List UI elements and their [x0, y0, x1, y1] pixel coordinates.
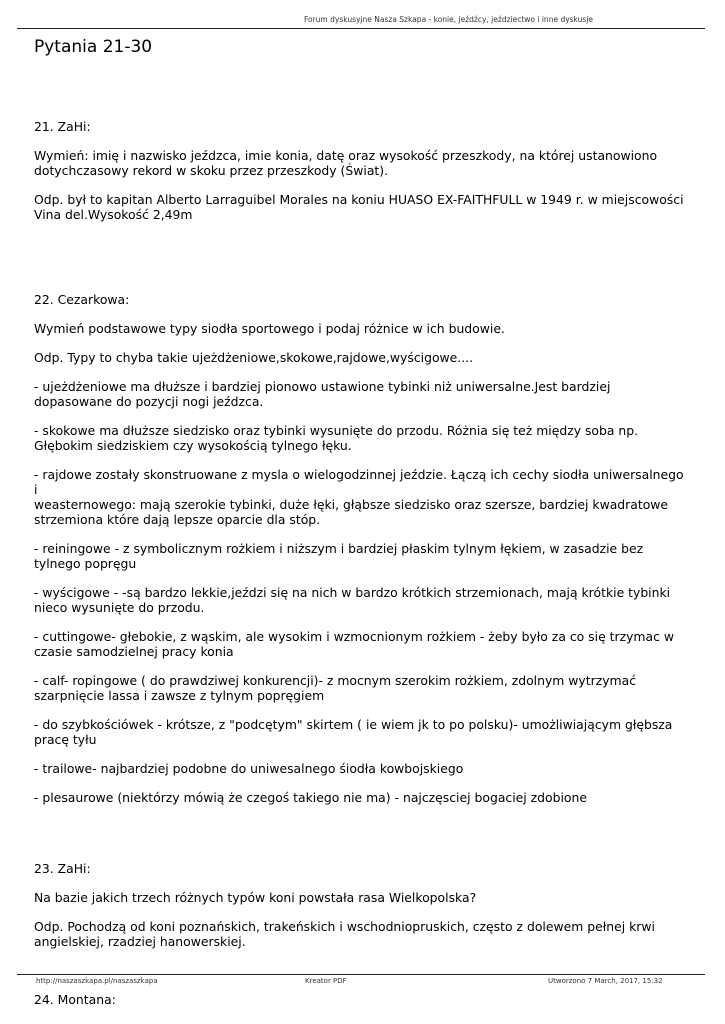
page-title: Pytania 21-30	[34, 37, 153, 57]
footer-created: Utworzono 7 March, 2017, 15:32	[548, 977, 663, 985]
q23-author: 23. ZaHi:	[34, 861, 91, 876]
q24-author: 24. Montana:	[34, 992, 116, 1007]
q22-answer: Odp. Typy to chyba takie ujeżdżeniowe,skokowe,rajdowe,wyścigowe....	[34, 350, 474, 365]
list-item: - plesaurowe (niektórzy mówią że czegoś takiego nie ma) - najczęsciej bogaciej zdobione	[34, 790, 587, 805]
q21-answer: Odp. był to kapitan Alberto Larraguibel Morales na koniu HUASO EX-FAITHFULL w 1949 r. w miejscowości Vina del.Wysokość 2,49m	[34, 192, 684, 222]
header-rule	[17, 28, 705, 29]
list-item: - calf- ropingowe ( do prawdziwej konkurencji)- z mocnym szerokim rożkiem, zdolnym wytrzymać szarpnięcie lassa i zawsze z tylnym popręgiem	[34, 673, 637, 703]
q21-author: 21. ZaHi:	[34, 119, 91, 134]
list-item: - skokowe ma dłuższe siedzisko oraz tybinki wysunięte do przodu. Różnia się też między soba np. Głębokim siedziskiem czy wysokością tylnego łęku.	[34, 423, 639, 453]
list-item: - ujeżdżeniowe ma dłuższe i bardziej pionowo ustawione tybinki niż uniwersalne.Jest bardziej dopasowane do pozycji nogi jeźdzca.	[34, 379, 611, 409]
list-item: - do szybkościówek - krótsze, z "podcętym" skirtem ( ie wiem jk to po polsku)- umożliwiającym głębsza pracę tyłu	[34, 717, 673, 747]
page-header	[0, 15, 725, 24]
q22-question: Wymień podstawowe typy siodła sportowego i podaj różnice w ich budowie.	[34, 321, 505, 336]
footer-url[interactable]: http://naszaszkapa.pl/naszaszkapa	[36, 977, 158, 985]
q23-question: Na bazie jakich trzech różnych typów koni powstała rasa Wielkopolska?	[34, 890, 477, 905]
q23-answer: Odp. Pochodzą od koni poznańskich, trakeńskich i wschodniopruskich, często z dolewem pełnej krwi angielskiej, rzadziej hanowerskiej.	[34, 919, 655, 949]
list-item: - rajdowe zostały skonstruowane z mysla o wielogodzinnej jeździe. Łączą ich cechy siodła uniwersalnego i weasternowego: mają szerokie tybinki, duże łęki, głąbsze siedzisko oraz szersze, bardziej kwadratowe strzemiona które dają lepsze oparcie dla stóp.	[34, 467, 684, 527]
list-item: - trailowe- najbardziej podobne do uniwesalnego śiodła kowbojskiego	[34, 761, 464, 776]
footer-generator: Kreator PDF	[305, 977, 347, 985]
document-body	[34, 119, 688, 1021]
q21-question: Wymień: imię i nazwisko jeźdzca, imie konia, datę oraz wysokość przeszkody, na której ustanowiono dotychczasowy rekord w skoku przez przeszkody (Świat).	[34, 148, 658, 178]
list-item: - cuttingowe- głebokie, z wąskim, ale wysokim i wzmocnionym rożkiem - żeby było za co się trzymac w czasie samodzielnej pracy konia	[34, 629, 674, 659]
list-item: - reiningowe - z symbolicznym rożkiem i niższym i bardziej płaskim tylnym łękiem, w zasadzie bez tylnego popręgu	[34, 541, 644, 571]
footer-rule	[17, 974, 705, 975]
q22-author: 22. Cezarkowa:	[34, 292, 130, 307]
site-header-text: Forum dyskusyjne Nasza Szkapa - konie, jeźdźcy, jeździectwo i inne dyskusje	[303, 15, 594, 24]
list-item: - wyścigowe - -są bardzo lekkie,jeździ się na nich w bardzo krótkich strzemionach, mają krótkie tybinki nieco wysunięte do przodu.	[34, 585, 671, 615]
